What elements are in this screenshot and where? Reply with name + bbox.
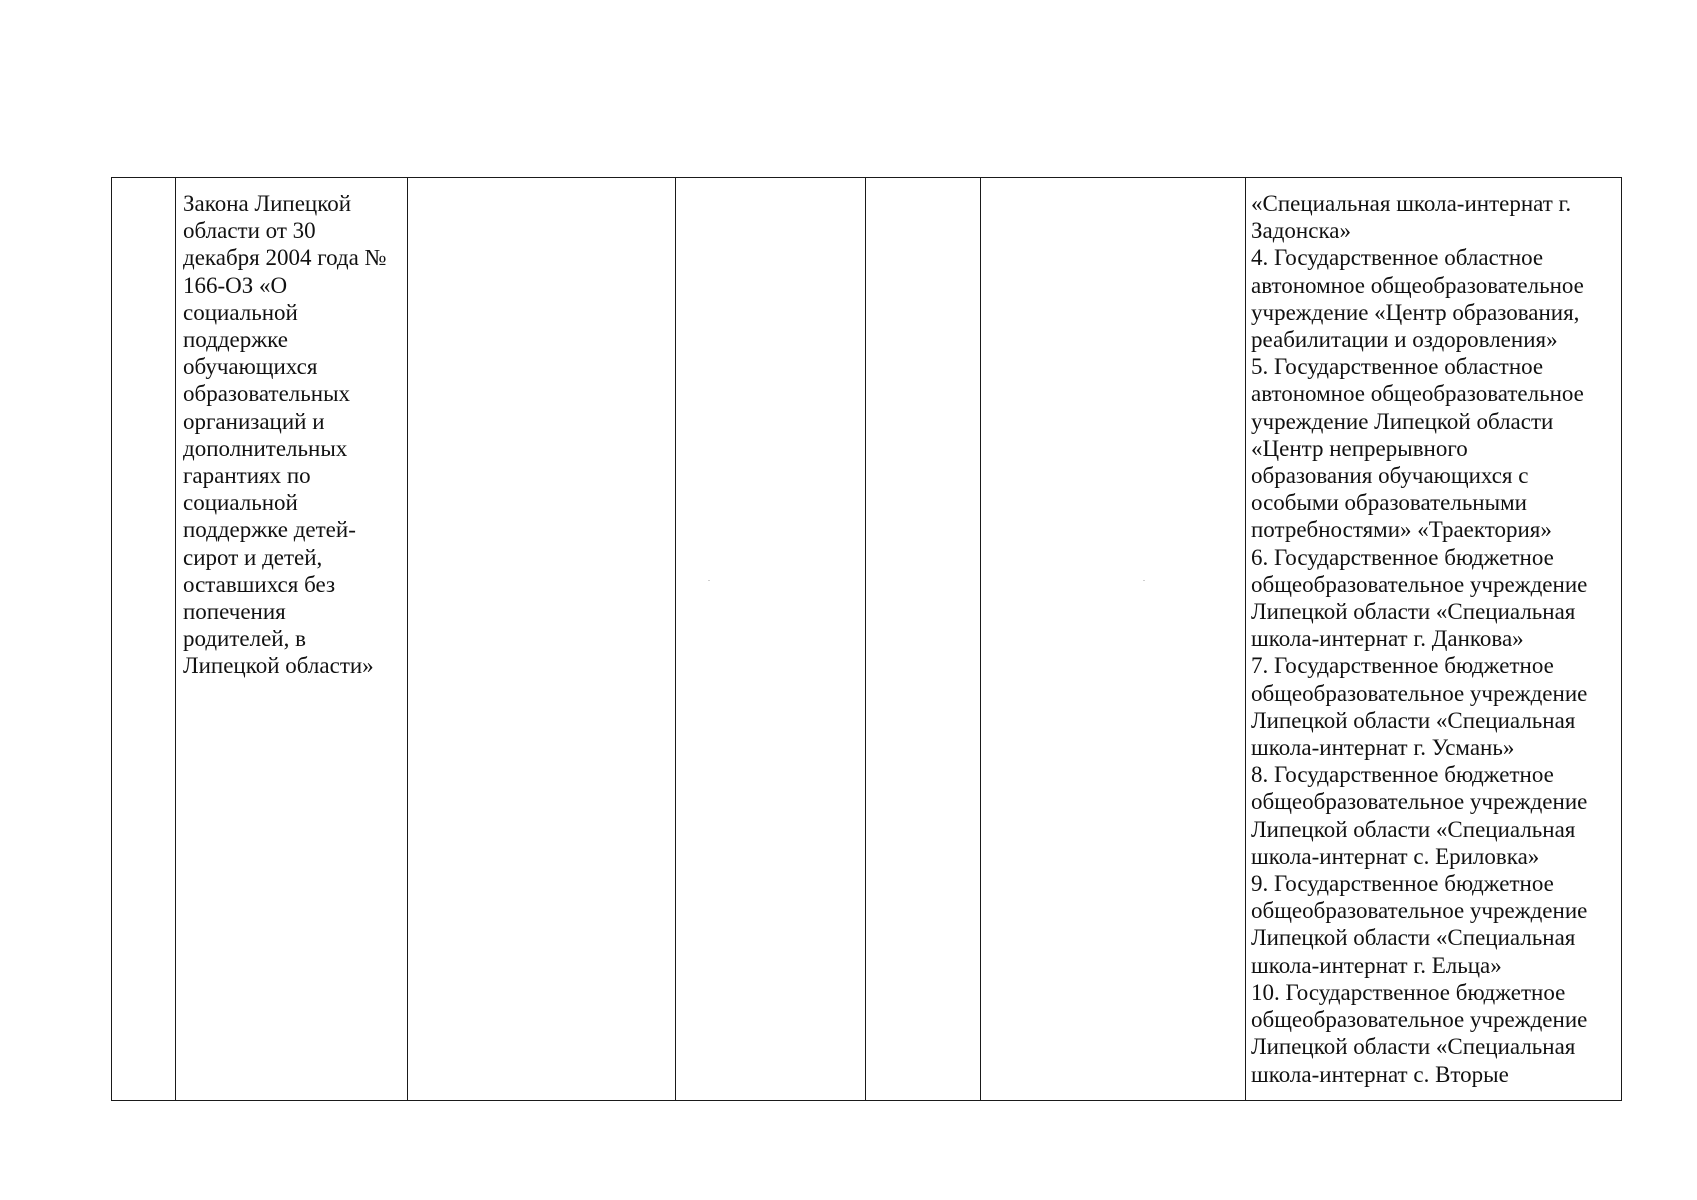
law-reference-line: попечения xyxy=(183,599,286,625)
institution-line: общеобразовательное учреждение xyxy=(1251,680,1588,706)
institution-line: Задонска» xyxy=(1251,218,1351,244)
empty-cell-6 xyxy=(981,178,1246,1101)
scan-speck xyxy=(708,580,710,581)
institution-line: Липецкой области «Специальная xyxy=(1251,707,1576,733)
law-reference-line: Закона Липецкой xyxy=(183,191,352,216)
law-reference-line: оставшихся без xyxy=(183,571,336,597)
law-reference-line: поддержке детей- xyxy=(183,517,356,543)
empty-cell-5 xyxy=(866,178,981,1101)
empty-cell-4 xyxy=(676,178,866,1101)
law-reference-line: Липецкой области» xyxy=(183,653,374,679)
institution-line: 4. Государственное областное xyxy=(1251,245,1544,271)
institution-line: потребностями» «Траектория» xyxy=(1251,517,1552,543)
institution-line: школа-интернат г. Данкова» xyxy=(1251,626,1524,652)
institution-line: образования обучающихся с xyxy=(1251,463,1529,489)
law-reference-line: поддержке xyxy=(183,327,288,353)
institution-line: школа-интернат с. Ериловка» xyxy=(1251,843,1540,869)
institution-line: 9. Государственное бюджетное xyxy=(1251,871,1554,897)
institution-line: школа-интернат г. Ельца» xyxy=(1251,952,1502,978)
number-cell xyxy=(112,178,176,1101)
institution-line: особыми образовательными xyxy=(1251,490,1527,516)
institution-line: автономное общеобразовательное xyxy=(1251,381,1584,407)
law-reference-line: дополнительных xyxy=(183,435,348,461)
institution-line: 5. Государственное областное xyxy=(1251,354,1544,380)
institution-line: автономное общеобразовательное xyxy=(1251,272,1584,298)
law-reference-line: обучающихся xyxy=(183,354,318,380)
scan-speck xyxy=(1143,580,1145,581)
document-table xyxy=(111,177,1622,1101)
institution-line: Липецкой области «Специальная xyxy=(1251,925,1576,951)
institution-line: общеобразовательное учреждение xyxy=(1251,789,1588,815)
institutions-list-text xyxy=(1246,178,1621,1088)
institution-line: 8. Государственное бюджетное xyxy=(1251,762,1554,788)
institution-line: 7. Государственное бюджетное xyxy=(1251,653,1554,679)
institution-line: школа-интернат г. Усмань» xyxy=(1251,735,1515,761)
institution-line: Липецкой области «Специальная xyxy=(1251,816,1576,842)
institutions-list-cell xyxy=(1246,178,1622,1101)
institution-line: «Центр непрерывного xyxy=(1251,435,1468,461)
law-reference-line: сирот и детей, xyxy=(183,544,323,570)
law-reference-cell xyxy=(176,178,408,1101)
institution-line: общеобразовательное учреждение xyxy=(1251,1007,1588,1033)
institution-line: 10. Государственное бюджетное xyxy=(1251,979,1566,1005)
institution-line: «Специальная школа-интернат г. xyxy=(1251,191,1572,216)
law-reference-line: организаций и xyxy=(183,408,325,434)
institution-line: учреждение Липецкой области xyxy=(1251,408,1554,434)
law-reference-line: декабря 2004 года № xyxy=(183,245,387,271)
law-reference-line: образовательных xyxy=(183,381,351,407)
law-reference-line: гарантиях по xyxy=(183,463,311,489)
table-row xyxy=(112,178,1622,1101)
empty-cell-3 xyxy=(408,178,676,1101)
law-reference-line: области от 30 xyxy=(183,218,316,244)
institution-line: 6. Государственное бюджетное xyxy=(1251,544,1554,570)
institution-line: реабилитации и оздоровления» xyxy=(1251,327,1558,353)
institution-line: общеобразовательное учреждение xyxy=(1251,571,1588,597)
institution-line: Липецкой области «Специальная xyxy=(1251,599,1576,625)
institution-line: школа-интернат с. Вторые xyxy=(1251,1061,1509,1087)
institution-line: учреждение «Центр образования, xyxy=(1251,299,1580,325)
institution-line: Липецкой области «Специальная xyxy=(1251,1034,1576,1060)
law-reference-line: 166-ОЗ «О xyxy=(183,272,288,298)
law-reference-text xyxy=(176,178,407,680)
law-reference-line: родителей, в xyxy=(183,626,306,652)
law-reference-line: социальной xyxy=(183,299,298,325)
institution-line: общеобразовательное учреждение xyxy=(1251,898,1588,924)
law-reference-line: социальной xyxy=(183,490,298,516)
